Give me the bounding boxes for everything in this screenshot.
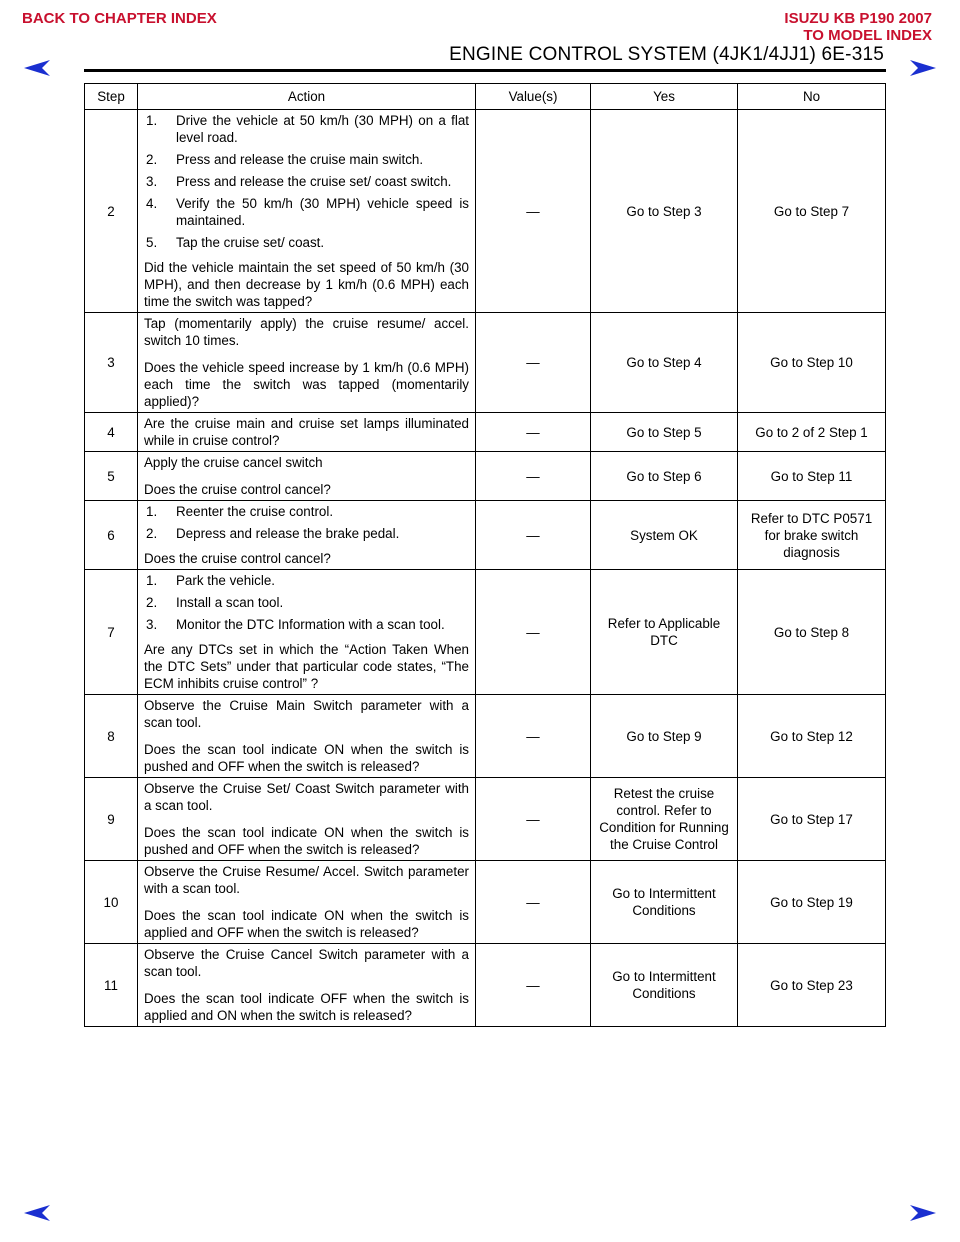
step-number: 5 [85,452,138,501]
model-index-link[interactable] [784,10,932,44]
action-paragraph: Does the scan tool indicate ON when the switch is pushed and OFF when the switch is released? [144,825,469,857]
table-body [85,110,886,1027]
table-header-row [85,84,886,110]
action-step-item [144,594,469,611]
action-cell [138,944,476,1027]
yes-result: System OK [591,501,738,570]
action-cell [138,413,476,452]
no-result: Refer to DTC P0571 for brake switch diagnosis [738,501,886,570]
value-cell: — [476,695,591,778]
action-step-text: Verify the 50 km/h (30 MPH) vehicle speed is maintained. [176,196,469,228]
step-number: 2 [85,110,138,313]
value-cell: — [476,110,591,313]
action-step-number: 2. [146,526,158,541]
value-cell: — [476,944,591,1027]
table-row [85,110,886,313]
action-step-text: Reenter the cruise control. [176,504,334,519]
table-row [85,570,886,695]
table-row [85,313,886,413]
action-step-number: 4. [146,196,158,211]
no-result: Go to Step 8 [738,570,886,695]
arrow-right-icon[interactable] [910,60,936,76]
action-cell [138,570,476,695]
action-paragraph: Does the cruise control cancel? [144,482,331,497]
step-number: 4 [85,413,138,452]
value-cell: — [476,861,591,944]
action-step-number: 2. [146,152,158,167]
yes-result: Go to Step 4 [591,313,738,413]
page-title: ENGINE CONTROL SYSTEM (4JK1/4JJ1) 6E-315 [449,44,884,65]
table-row [85,413,886,452]
action-paragraph: Observe the Cruise Cancel Switch parameter with a scan tool. [144,947,469,979]
value-cell: — [476,413,591,452]
table-row [85,501,886,570]
action-paragraph: Observe the Cruise Main Switch parameter with a scan tool. [144,698,469,730]
action-step-number: 5. [146,235,158,250]
action-cell [138,110,476,313]
action-paragraph: Does the scan tool indicate OFF when the switch is applied and ON when the switch is released? [144,991,469,1023]
action-step-item [144,572,469,589]
action-step-item [144,525,469,542]
action-step-text: Park the vehicle. [176,573,275,588]
no-result: Go to Step 10 [738,313,886,413]
action-paragraph: Observe the Cruise Set/ Coast Switch parameter with a scan tool. [144,781,469,813]
back-to-chapter-index-link[interactable]: BACK TO CHAPTER INDEX [22,10,217,27]
table-row [85,695,886,778]
action-cell [138,861,476,944]
action-cell [138,313,476,413]
action-paragraph: Apply the cruise cancel switch [144,455,323,470]
action-step-number: 1. [146,113,158,128]
step-number: 3 [85,313,138,413]
value-cell: — [476,778,591,861]
yes-result: Go to Step 6 [591,452,738,501]
step-number: 6 [85,501,138,570]
action-paragraph: Are any DTCs set in which the “Action Taken When the DTC Sets” under that particular code states, “The ECM inhibits cruise control” ? [144,642,469,691]
step-number: 9 [85,778,138,861]
no-result: Go to Step 11 [738,452,886,501]
no-result: Go to Step 12 [738,695,886,778]
value-cell: — [476,313,591,413]
action-cell [138,452,476,501]
action-cell [138,695,476,778]
action-step-item [144,112,469,146]
arrow-left-icon[interactable] [24,60,50,76]
action-step-number: 3. [146,174,158,189]
no-result: Go to Step 17 [738,778,886,861]
header-yes: Yes [591,84,738,110]
no-result: Go to 2 of 2 Step 1 [738,413,886,452]
yes-result: Go to Intermittent Conditions [591,861,738,944]
step-number: 7 [85,570,138,695]
header-step: Step [85,84,138,110]
table-row [85,861,886,944]
value-cell: — [476,452,591,501]
action-step-text: Drive the vehicle at 50 km/h (30 MPH) on a flat level road. [176,113,469,145]
yes-result: Go to Step 3 [591,110,738,313]
table-row [85,778,886,861]
action-steps-list [144,572,469,633]
action-paragraph: Does the cruise control cancel? [144,551,331,566]
diagnostic-table [84,83,886,1027]
no-result: Go to Step 19 [738,861,886,944]
header-divider [84,69,886,72]
action-step-item [144,503,469,520]
yes-result: Go to Step 9 [591,695,738,778]
action-cell [138,501,476,570]
action-step-text: Tap the cruise set/ coast. [176,235,325,250]
action-paragraph: Does the scan tool indicate ON when the switch is applied and OFF when the switch is released? [144,908,469,940]
yes-result: Go to Intermittent Conditions [591,944,738,1027]
action-paragraph: Are the cruise main and cruise set lamps illuminated while in cruise control? [144,416,469,448]
no-result: Go to Step 23 [738,944,886,1027]
action-step-number: 1. [146,504,158,519]
action-paragraph: Did the vehicle maintain the set speed of 50 km/h (30 MPH), and then decrease by 1 km/h (0.6 MPH) each time the switch was tapped? [144,260,469,309]
action-paragraph: Tap (momentarily apply) the cruise resume/ accel. switch 10 times. [144,316,469,348]
table-row [85,944,886,1027]
action-step-item [144,173,469,190]
model-title: ISUZU KB P190 2007 [784,10,932,27]
action-step-item [144,234,469,251]
yes-result: Retest the cruise control. Refer to Condition for Running the Cruise Control [591,778,738,861]
action-steps-list [144,503,469,542]
action-step-number: 2. [146,595,158,610]
action-step-text: Monitor the DTC Information with a scan tool. [176,617,445,632]
no-result: Go to Step 7 [738,110,886,313]
step-number: 11 [85,944,138,1027]
header-values: Value(s) [476,84,591,110]
header-no: No [738,84,886,110]
value-cell: — [476,570,591,695]
action-paragraph: Observe the Cruise Resume/ Accel. Switch parameter with a scan tool. [144,864,469,896]
action-steps-list [144,112,469,251]
action-step-item [144,151,469,168]
action-step-number: 1. [146,573,158,588]
action-paragraph: Does the vehicle speed increase by 1 km/h (0.6 MPH) each time the switch was tapped (momentarily applied)? [144,360,469,409]
yes-result: Refer to Applicable DTC [591,570,738,695]
table-row [85,452,886,501]
action-paragraph: Does the scan tool indicate ON when the switch is pushed and OFF when the switch is released? [144,742,469,774]
yes-result: Go to Step 5 [591,413,738,452]
action-cell [138,778,476,861]
action-step-text: Press and release the cruise main switch. [176,152,424,167]
action-step-text: Depress and release the brake pedal. [176,526,400,541]
value-cell: — [476,501,591,570]
step-number: 10 [85,861,138,944]
action-step-text: Press and release the cruise set/ coast switch. [176,174,452,189]
action-step-item [144,195,469,229]
arrow-right-icon[interactable] [910,1205,936,1221]
action-step-item [144,616,469,633]
arrow-left-icon[interactable] [24,1205,50,1221]
action-step-text: Install a scan tool. [176,595,284,610]
header-action: Action [138,84,476,110]
step-number: 8 [85,695,138,778]
action-step-number: 3. [146,617,158,632]
to-model-index-label[interactable]: TO MODEL INDEX [803,27,932,44]
